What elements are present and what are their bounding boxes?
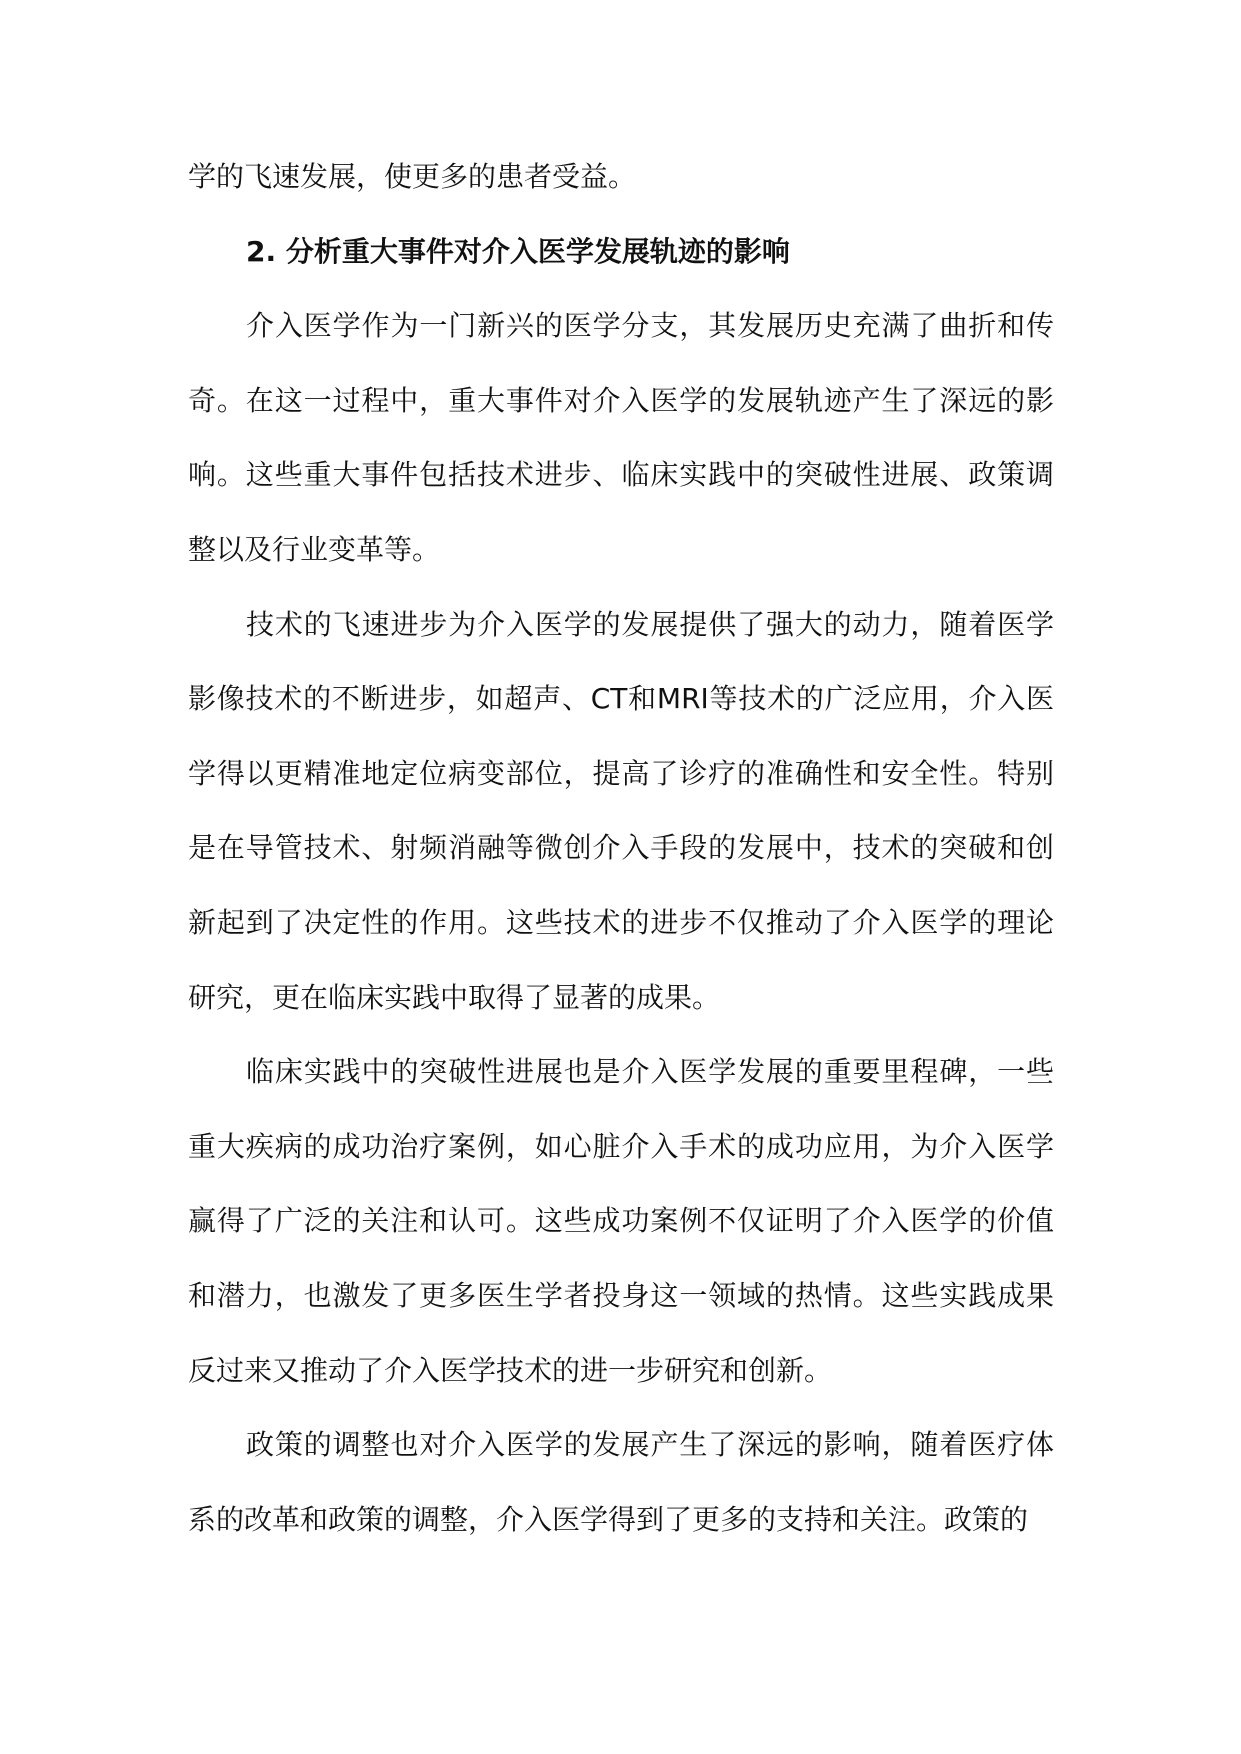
document-body	[188, 140, 1054, 1557]
continuation-paragraph: 学的飞速发展，使更多的患者受益。	[188, 160, 637, 193]
body-paragraph: 临床实践中的突破性进展也是介入医学发展的重要里程碑，一些重大疾病的成功治疗案例，如心脏介入手术的成功应用，为介入医学赢得了广泛的关注和认可。这些成功案例不仅证明了介入医学的价值和潜力，也激发了更多医生学者投身这一领域的热情。这些实践成果反过来又推动了介入医学技术的进一步研究和创新。	[188, 1055, 1054, 1387]
body-paragraph: 政策的调整也对介入医学的发展产生了深远的影响，随着医疗体系的改革和政策的调整，介入医学得到了更多的支持和关注。政策的	[188, 1428, 1054, 1536]
body-paragraph: 介入医学作为一门新兴的医学分支，其发展历史充满了曲折和传奇。在这一过程中，重大事件对介入医学的发展轨迹产生了深远的影响。这些重大事件包括技术进步、临床实践中的突破性进展、政策调整以及行业变革等。	[188, 309, 1054, 566]
section-heading: 2. 分析重大事件对介入医学发展轨迹的影响	[246, 234, 790, 268]
body-paragraph: 技术的飞速进步为介入医学的发展提供了强大的动力，随着医学影像技术的不断进步，如超声、CT和MRI等技术的广泛应用，介入医学得以更精准地定位病变部位，提高了诊疗的准确性和安全性。特别是在导管技术、射频消融等微创介入手段的发展中，技术的突破和创新起到了决定性的作用。这些技术的进步不仅推动了介入医学的理论研究，更在临床实践中取得了显著的成果。	[188, 607, 1054, 1014]
